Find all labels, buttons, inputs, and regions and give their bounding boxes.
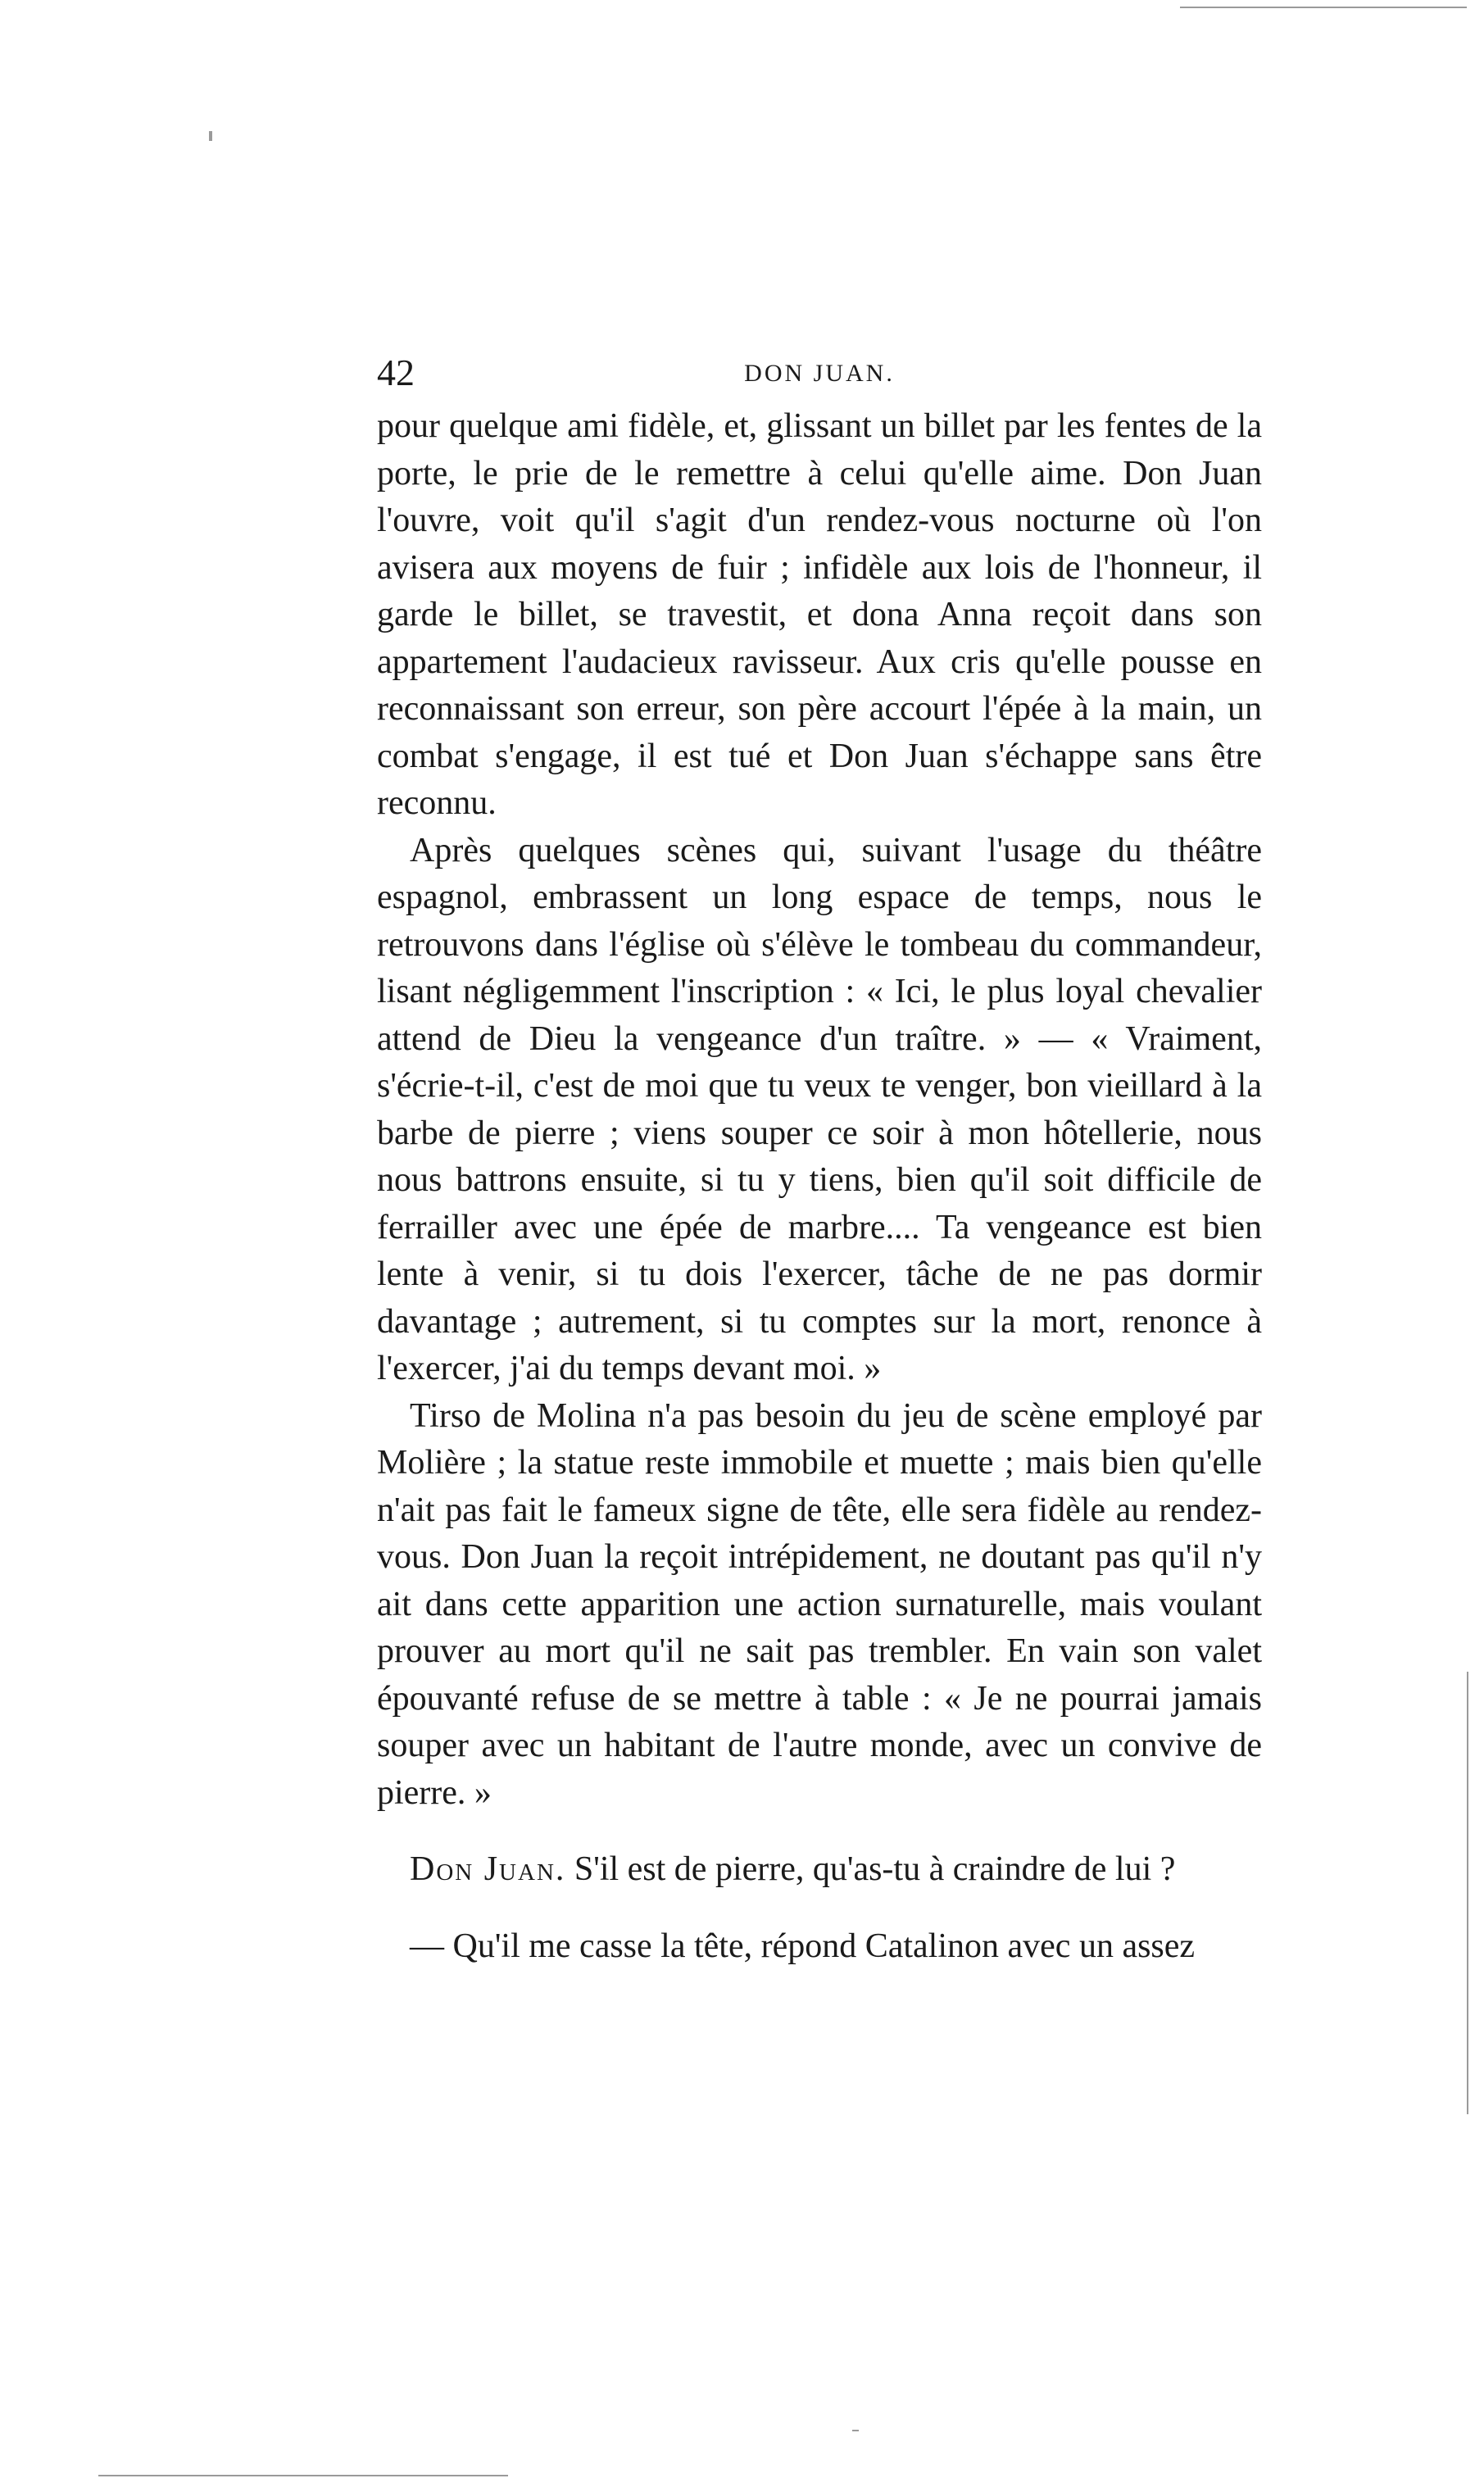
dialogue-speaker: Don Juan. (410, 1850, 566, 1888)
scan-mark-top-right (1180, 7, 1467, 8)
dialogue-line (377, 1846, 1262, 1894)
page-header (377, 348, 1262, 397)
scan-mark-right-edge (1467, 1672, 1468, 2114)
dialogue-reply: — Qu'il me casse la tête, répond Catalinon avec un assez (410, 1927, 1196, 1965)
page-number: 42 (377, 352, 415, 393)
running-head: DON JUAN. (744, 360, 895, 387)
paragraph-1: pour quelque ami fidèle, et, glissant un billet par les fentes de la porte, le prie de le remettre à celui qu'elle aime. Don Juan l'ouvre, voit qu'il s'agit d'un rendez-vous nocturne où l'on avisera aux moyens de fuir ; infidèle aux lois de l'honneur, il garde le billet, se travestit, et dona Anna reçoit dans son appartement l'audacieux ravisseur. Aux cris qu'elle pousse en reconnaissant son erreur, son père accourt l'épée à la main, un combat s'engage, il est tué et Don Juan s'échappe sans être reconnu. (377, 407, 1262, 822)
body-text (377, 403, 1262, 1970)
scan-mark-top-left (209, 131, 212, 141)
scan-mark-bottom-dot (852, 2430, 859, 2431)
paragraph-2: Après quelques scènes qui, suivant l'usage du théâtre espagnol, embrassent un long espace de temps, nous le retrouvons dans l'église où s'élève le tombeau du commandeur, lisant négligemment l'inscription : « Ici, le plus loyal chevalier attend de Dieu la vengeance d'un traître. » — « Vraiment, s'écrie-t-il, c'est de moi que tu veux te venger, bon vieillard à la barbe de pierre ; viens souper ce soir à mon hôtellerie, nous nous battrons ensuite, si tu y tiens, bien qu'il soit difficile de ferrailler avec une épée de marbre.... Ta vengeance est bien lente à venir, si tu dois l'exercer, tâche de ne pas dormir davantage ; autrement, si tu comptes sur la mort, renonce à l'exercer, j'ai du temps devant moi. » (377, 831, 1262, 1387)
paragraph-3: Tirso de Molina n'a pas besoin du jeu de scène employé par Molière ; la statue reste immobile et muette ; mais bien qu'elle n'ait pas fait le fameux signe de tête, elle sera fidèle au rendez-vous. Don Juan la reçoit intrépidement, ne doutant pas qu'il n'y ait dans cette apparition une action surnaturelle, mais voulant prouver au mort qu'il ne sait pas trembler. En vain son valet épouvanté refuse de se mettre à table : « Je ne pourrai jamais souper avec un habitant de l'autre monde, avec un convive de pierre. » (377, 1396, 1262, 1812)
dialogue-text: S'il est de pierre, qu'as-tu à craindre de lui ? (574, 1850, 1176, 1888)
scan-mark-bottom-left (98, 2475, 508, 2476)
